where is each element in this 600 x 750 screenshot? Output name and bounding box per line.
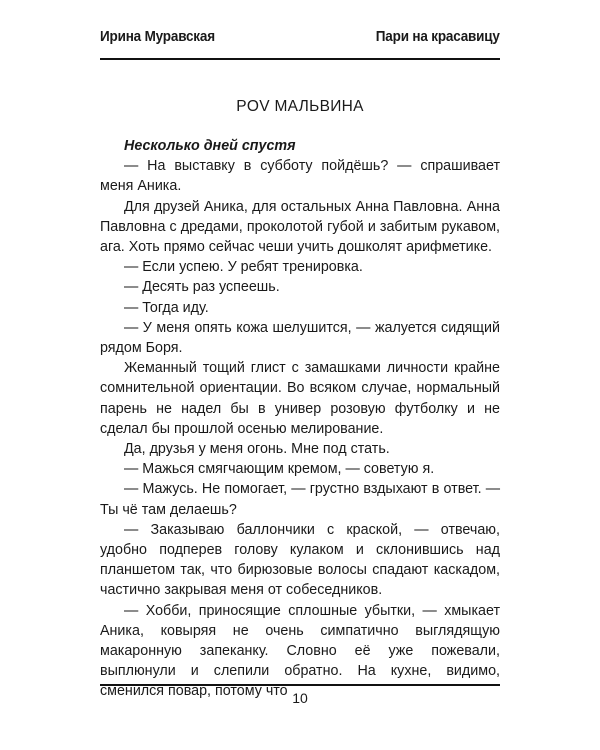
page-body [100,96,500,702]
paragraph: Для друзей Аника, для остальных Анна Павловна. Анна Павловна с дредами, проколотой губой и забитым рукавом, ага. Хоть прямо сейчас чеши учить дошколят арифметике. [100,198,500,256]
paragraph: — Тогда иду. [124,299,209,316]
paragraph: — Заказываю баллончики с краской, — отвечаю, удобно подперев голову кулаком и склонившись над планшетом так, что бирюзовые волосы спадают каскадом, частично закрывая меня от собеседников. [100,521,500,599]
paragraph: — Если успею. У ребят тренировка. [124,259,363,276]
header-rule [100,58,500,60]
header-author: Ирина Муравская [100,28,215,45]
paragraph: — Десять раз успеешь. [124,279,280,296]
paragraph: — Мажусь. Не помогает, — грустно вздыхают в ответ. — Ты чё там делаешь? [100,481,500,518]
header-book-title: Пари на красавицу [376,28,500,45]
paragraph: Жеманный тощий глист с замашками личности крайне сомнительной ориентации. Во всяком случае, нормальный парень не надел бы в универ розовую футболку и не сделал бы прошлой осенью мелирование. [100,360,500,437]
paragraph: — Мажься смягчающим кремом, — советую я. [124,461,435,478]
chapter-subtitle: Несколько дней спустя [124,138,296,154]
chapter-title: POV МАЛЬВИНА [236,98,364,115]
paragraph: — На выставку в субботу пойдёшь? — спрашивает меня Аника. [100,158,500,195]
running-header [100,22,500,52]
paragraph: — Хобби, приносящие сплошные убытки, — хмыкает Аника, ковыряя не очень симпатично выглядящую макаронную запеканку. Словно её уже пожевали, выплюнули и слепили обратно. На кухне, видимо, сменился повар, потому что [100,602,500,700]
paragraph: — У меня опять кожа шелушится, — жалуется сидящий рядом Боря. [100,319,500,357]
page-number: 10 [292,690,308,706]
paragraph: Да, друзья у меня огонь. Мне под стать. [124,441,390,458]
footer-rule [100,684,500,686]
